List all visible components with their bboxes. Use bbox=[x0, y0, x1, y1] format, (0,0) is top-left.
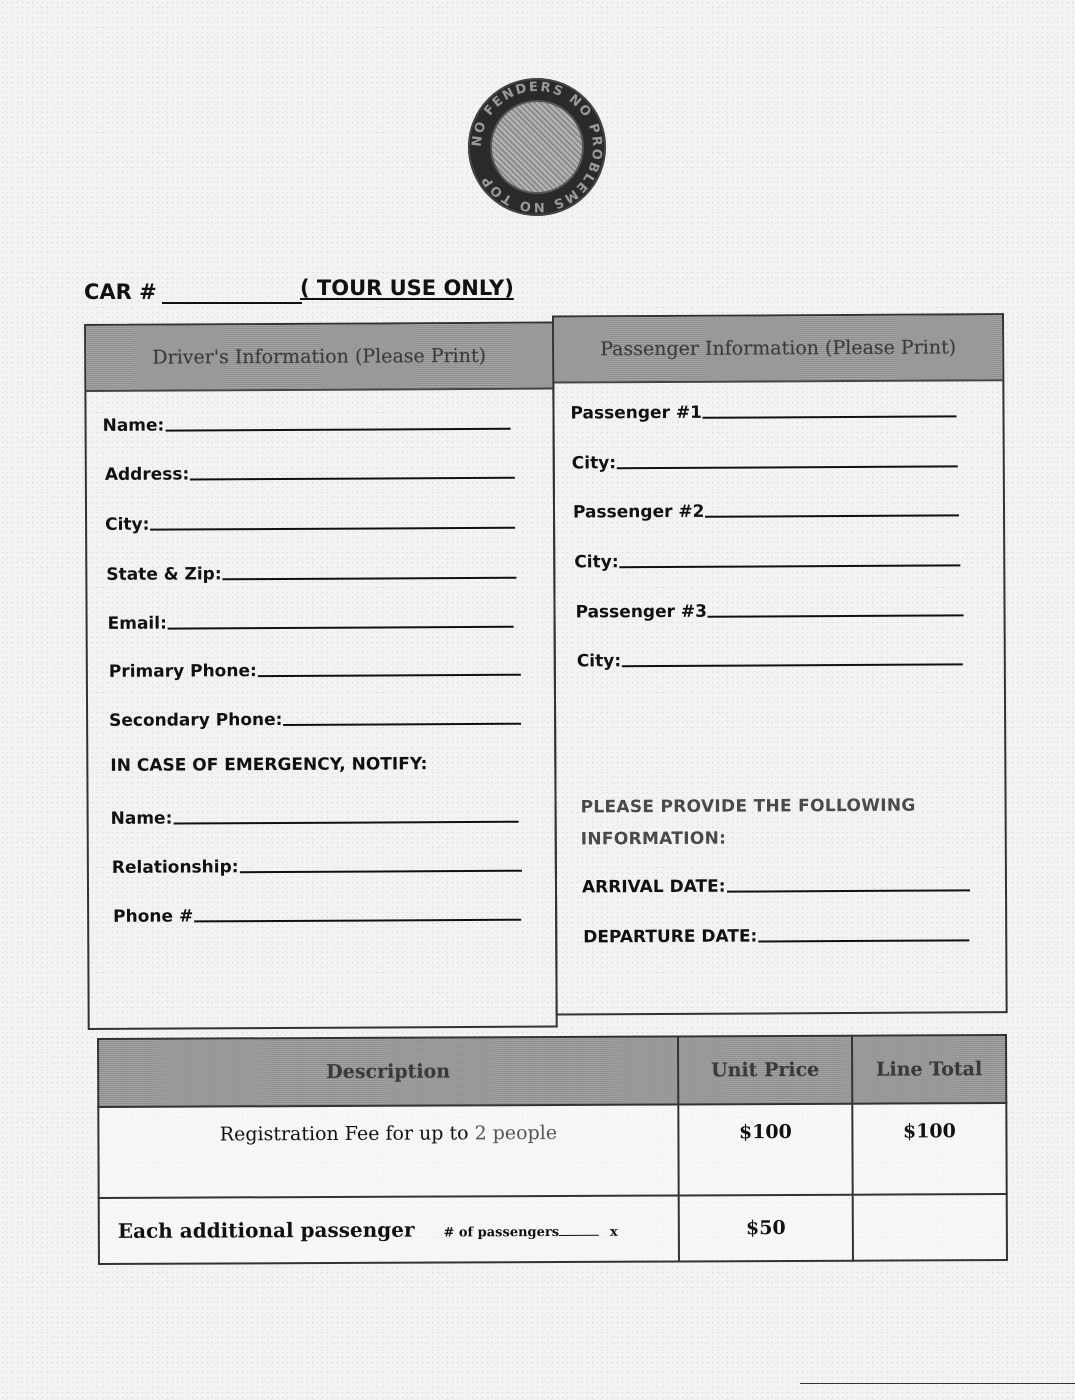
passenger-3-city-field[interactable]: City: bbox=[577, 649, 963, 671]
passenger-1-city-field[interactable]: City: bbox=[572, 451, 958, 473]
driver-secondary-phone-field[interactable]: Secondary Phone: bbox=[109, 709, 521, 731]
provide-info-heading-line2: INFORMATION: bbox=[580, 828, 727, 850]
departure-date-field[interactable]: DEPARTURE DATE: bbox=[583, 925, 969, 947]
registration-info-box bbox=[84, 313, 1008, 1028]
passenger-1-name-field[interactable]: Passenger #1 bbox=[570, 401, 956, 423]
emergency-relationship-field[interactable]: Relationship: bbox=[112, 856, 522, 878]
additional-passenger-description: Each additional passenger # of passengers x bbox=[99, 1195, 679, 1264]
registration-fee-description: Registration Fee for up to 2 people bbox=[98, 1104, 678, 1198]
column-header-line-total: Line Total bbox=[852, 1035, 1006, 1104]
car-number-label: CAR # bbox=[84, 280, 157, 304]
driver-city-field[interactable]: City: bbox=[105, 513, 515, 535]
fee-table bbox=[97, 1034, 1008, 1248]
driver-email-field[interactable]: Email: bbox=[108, 612, 514, 634]
driver-state-zip-field[interactable]: State & Zip: bbox=[106, 563, 516, 585]
car-number-field[interactable] bbox=[162, 302, 302, 304]
additional-passenger-line-total[interactable] bbox=[853, 1194, 1007, 1261]
emergency-contact-heading: IN CASE OF EMERGENCY, NOTIFY: bbox=[110, 754, 428, 776]
passenger-2-city-field[interactable]: City: bbox=[574, 550, 960, 572]
passenger-information-section bbox=[552, 313, 1008, 1015]
column-header-unit-price: Unit Price bbox=[678, 1036, 852, 1105]
passenger-count-field[interactable] bbox=[559, 1235, 599, 1236]
page-edge-divider bbox=[800, 1383, 1075, 1384]
driver-name-field[interactable]: Name: bbox=[103, 414, 511, 436]
emergency-phone-field[interactable]: Phone # bbox=[113, 905, 521, 927]
provide-info-heading-line1: PLEASE PROVIDE THE FOLLOWING bbox=[580, 795, 916, 818]
arrival-date-field[interactable]: ARRIVAL DATE: bbox=[582, 875, 970, 897]
passenger-section-heading: Passenger Information (Please Print) bbox=[554, 315, 1002, 383]
emergency-name-field[interactable]: Name: bbox=[111, 807, 519, 829]
passenger-3-name-field[interactable]: Passenger #3 bbox=[575, 600, 963, 622]
driver-address-field[interactable]: Address: bbox=[105, 463, 515, 485]
driver-primary-phone-field[interactable]: Primary Phone: bbox=[109, 660, 521, 682]
registration-unit-price: $100 bbox=[678, 1104, 852, 1196]
passenger-2-name-field[interactable]: Passenger #2 bbox=[573, 500, 959, 522]
multiplier-symbol: x bbox=[610, 1224, 618, 1240]
seal-emblem-icon bbox=[490, 100, 584, 194]
svg-text:NO FENDERS NO PROBLEMS NO TOP: NO FENDERS NO PROBLEMS NO TOP bbox=[469, 79, 605, 215]
seal-logo bbox=[468, 78, 606, 216]
tour-use-only-note: ( TOUR USE ONLY) bbox=[300, 276, 514, 300]
table-row bbox=[99, 1194, 1007, 1264]
registration-line-total: $100 bbox=[852, 1103, 1006, 1195]
additional-passenger-unit-price: $50 bbox=[679, 1195, 853, 1262]
driver-section-heading: Driver's Information (Please Print) bbox=[86, 324, 552, 392]
driver-information-section bbox=[84, 322, 558, 1030]
table-row bbox=[98, 1103, 1006, 1198]
column-header-description: Description bbox=[98, 1036, 678, 1107]
passenger-count-label: # of passengers bbox=[443, 1224, 560, 1241]
fee-table-header-row bbox=[98, 1035, 1006, 1107]
